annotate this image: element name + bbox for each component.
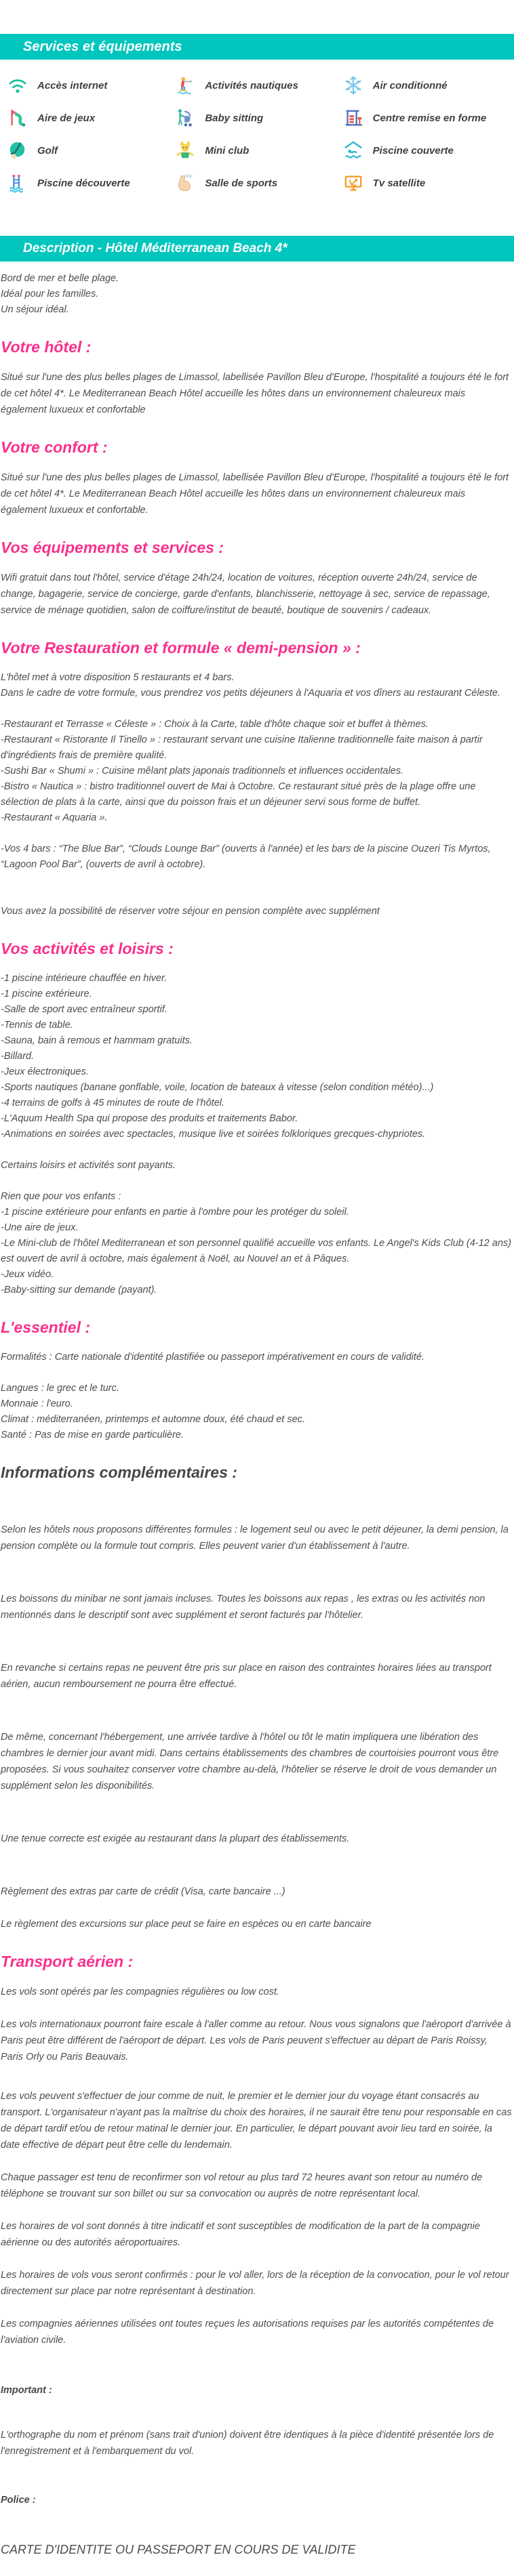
golf-icon-wrap [7, 140, 28, 161]
text-line: Monnaie : l'euro. [1, 1398, 73, 1409]
blank-line [1, 888, 512, 904]
fitness-equipment-icon [343, 108, 363, 128]
section-heading: Votre Restauration et formule « demi-pension » : [1, 639, 361, 657]
service-item [174, 134, 342, 167]
spacer [1, 2365, 512, 2382]
paragraph: Le règlement des excursions sur place peut se faire en espèces ou en carte bancaire [1, 1919, 372, 1930]
paragraph: Situé sur l'une des plus belles plages de Limassol, labellisée Pavillon Bleu d'Europe, l'hospitalité a toujours été le fort de cet hôtel 4*. Le Mediterranean Beach Hôtel accueille les hôtes dans un environnement chaleureux mais également luxueux et confortable. [1, 472, 509, 516]
text-line: -1 piscine intérieure chauffée en hiver. [1, 973, 167, 984]
service-label: Activités nautiques [205, 79, 298, 91]
section-heading: Vos activités et loisirs : [1, 940, 174, 957]
paragraph: Les vols peuvent s'effectuer de jour comme de nuit, le premier et le dernier jour du voyage étant consacrés au transport. L'organisateur n'ayant pas la maîtrise du choix des horaires, il ne saurait être tenu pour responsable en cas de départ tardif et/ou de retour matinal le dernier jour. En particulier, le départ pouvant avoir lieu tard en soirée, la date effective de départ peut être celle du lendemain. [1, 2091, 512, 2151]
blank-line [1, 873, 512, 888]
blank-line [1, 826, 512, 842]
spacer [1, 1571, 512, 1591]
playground-slide-icon [7, 108, 28, 128]
paragraph: Les compagnies aériennes utilisées ont toutes reçues les autorisations requises par les autorités compétentes de l'aviation civile. [1, 2319, 494, 2346]
text-line: Formalités : Carte nationale d'identité plastifiée ou passeport impérativement en cours de validité. [1, 1352, 424, 1363]
services-header-bar [0, 34, 514, 60]
spacer [1, 1810, 512, 1831]
fitness-icon-wrap [342, 107, 364, 129]
blank-line [1, 1142, 512, 1158]
outdoor-pool-icon-wrap [7, 172, 28, 194]
paragraph: Situé sur l'une des plus belles plages de Limassol, labellisée Pavillon Bleu d'Europe, l'hospitalité a toujours été le fort de cet hôtel 4*. Le Mediterranean Beach Hôtel accueille les hôtes dans un environnement chaleureux mais également luxueux et confortable [1, 372, 509, 415]
services-title: Services et équipements [23, 39, 182, 54]
paragraph: Les vols internationaux pourront faire escale à l'aller comme au retour. Nous vous signalons que l'aéroport d'arrivée à Paris peut être différent de l'aéroport de départ. Les vols de Paris peuvent s'effectuer au départ de Paris Roissy, Paris Orly ou Paris Beauvais. [1, 2019, 511, 2062]
text-line: -Bistro « Nautica » : bistro traditionnel ouvert de Mai à Octobre. Ce restaurant situé près de la plage offre une sélection de plats à la carte, ainsi que du poisson frais et un déjeuner servi sous forme de buffet. [1, 781, 476, 808]
text-line: -Le Mini-club de l'hôtel Mediterranean et son personnel qualifié accueille vos enfants. Le Angel's Kids Club (4-12 ans) est ouvert de avril à octobre, mais également à Noël, au Nouvel an et à Pâques. [1, 1238, 511, 1264]
text-line: -Vos 4 bars : “The Blue Bar”, “Clouds Lounge Bar” (ouverts à l'année) et les bars de la piscine Ouzeri Tis Myrtos, “Lagoon Pool Bar”, (ouverts de avril à octobre). [1, 844, 491, 870]
text-line: -Jeux vidéo. [1, 1269, 54, 1280]
text-line: Santé : Pas de mise en garde particulière. [1, 1430, 184, 1440]
spacer [1, 1495, 512, 1522]
text-line: Vous avez la possibilité de réserver votre séjour en pension complète avec supplément [1, 906, 380, 917]
muscle-icon-wrap [174, 172, 196, 194]
paragraph: De même, concernant l'hébergement, une arrivée tardive à l'hôtel ou tôt le matin impliquera une libération des chambres le dernier jour avant midi. Dans certains établissements des chambres de courtoisies pourront vous être proposées. Si vous souhaitez conserver votre chambre au-delà, l'hôtelier se réserve le droit de vous demander un supplément selon les disponibilités. [1, 1732, 499, 1791]
text-line: -1 piscine extérieure pour enfants en partie à l'ombre pour les protéger du soleil. [1, 1207, 349, 1218]
service-item [174, 167, 342, 199]
blank-line [1, 1365, 512, 1381]
text-line: -Restaurant et Terrasse « Céleste » : Choix à la Carte, table d'hôte chaque soir et buffet à thèmes. [1, 719, 429, 730]
text-line: -Billard. [1, 1051, 35, 1062]
paragraph: Règlement des extras par carte de crédit (Visa, carte bancaire ...) [1, 1886, 285, 1897]
indoor-pool-icon-wrap [342, 140, 364, 161]
description-header-bar [0, 236, 514, 262]
text-line: Langues : le grec et le turc. [1, 1383, 119, 1394]
text-line: -Une aire de jeux. [1, 1222, 79, 1233]
tv-satellite-icon-wrap [342, 172, 364, 194]
spacer [1, 1863, 512, 1884]
spacer [1, 1640, 512, 1660]
service-item [342, 69, 510, 102]
section-heading: Vos équipements et services : [1, 539, 224, 556]
section-heading: Transport aérien : [1, 1953, 134, 1970]
spacer [1, 1709, 512, 1729]
section-heading: Votre confort : [1, 438, 108, 456]
service-item [342, 134, 510, 167]
text-line: Idéal pour les familles. [1, 289, 99, 299]
service-item [342, 102, 510, 134]
services-grid [0, 60, 514, 206]
paragraph: En revanche si certains repas ne peuvent être pris sur place en raison des contraintes horaires liées au transport aérien, aucun remboursement ne pourra être effectué. [1, 1663, 492, 1690]
golf-icon [7, 140, 28, 161]
text-line: -Salle de sport avec entraîneur sportif. [1, 1004, 167, 1015]
service-label: Accès internet [37, 79, 108, 91]
text-line: -Restaurant « Aquaria ». [1, 812, 108, 823]
description-content [0, 262, 514, 2576]
service-label: Mini club [205, 144, 250, 157]
text-line: -Sushi Bar « Shumi » : Cuisine mêlant plats japonais traditionnels et influences occidentales. [1, 766, 404, 776]
spacer [1, 2415, 512, 2427]
paragraph: Important : [1, 2385, 52, 2396]
text-line: -4 terrains de golfs à 45 minutes de route de l'hôtel. [1, 1098, 225, 1108]
wifi-icon-wrap [7, 75, 28, 96]
text-line: L'hôtel met à votre disposition 5 restaurants et 4 bars. [1, 672, 235, 683]
text-line: Rien que pour vos enfants : [1, 1191, 121, 1202]
spacer [1, 2525, 512, 2541]
service-item [342, 167, 510, 199]
blank-line [1, 701, 512, 717]
paragraph: Une tenue correcte est exigée au restaurant dans la plupart des établissements. [1, 1833, 350, 1844]
playground-icon-wrap [7, 107, 28, 129]
wifi-icon [7, 75, 28, 96]
snowflake-icon [343, 75, 363, 96]
text-line: Certains loisirs et activités sont payants. [1, 1160, 176, 1171]
service-label: Tv satellite [372, 177, 426, 189]
spacer [1, 2081, 512, 2088]
text-line: Climat : méditerranéen, printemps et automne doux, été chaud et sec. [1, 1414, 305, 1425]
paragraph: Police : [1, 2495, 36, 2506]
paragraph: Les boissons du minibar ne sont jamais incluses. Toutes les boissons aux repas , les extras ou les activités non mentionnés dans le descriptif sont avec supplément et seront facturés par l'hôtelier. [1, 1594, 486, 1621]
indoor-pool-icon [343, 140, 363, 161]
text-line: -Restaurant « Ristorante Il Tinello » : restaurant servant une cuisine Italienne traditionnelle faite maison à partir d'ingrédients frais de première qualité. [1, 734, 483, 761]
mini-club-mascot-icon [175, 140, 195, 161]
paragraph: Chaque passager est tenu de reconfirmer son vol retour au plus tard 72 heures avant son retour au numéro de téléphone se trouvant sur son billet ou sur sa convocation ou auprès de notre représentant local. [1, 2172, 483, 2199]
spacer [1, 2476, 512, 2492]
service-label: Centre remise en forme [372, 112, 487, 124]
paragraph: Les vols sont opérés par les compagnies régulières ou low cost. [1, 1987, 280, 1997]
section-heading: Informations complémentaires : [1, 1463, 237, 1481]
text-line: -Jeux électroniques. [1, 1066, 89, 1077]
service-label: Air conditionné [372, 79, 448, 91]
service-label: Baby sitting [205, 112, 264, 124]
service-label: Golf [37, 144, 58, 157]
baby-stroller-icon [175, 108, 195, 128]
caps-notice: CARTE D'IDENTITE OU PASSEPORT EN COURS DE VALIDITE [1, 2543, 356, 2556]
section-heading: L'essentiel : [1, 1318, 91, 1336]
text-line: -1 piscine extérieure. [1, 989, 92, 999]
text-line: -Sports nautiques (banane gonflable, voile, location de bateaux à vitesse (selon condition météo)...) [1, 1082, 434, 1093]
section-heading: Votre hôtel : [1, 338, 92, 356]
service-item [7, 167, 174, 199]
blank-line [1, 1173, 512, 1189]
service-item [7, 69, 174, 102]
service-label: Piscine couverte [372, 144, 454, 157]
service-label: Piscine découverte [37, 177, 130, 189]
paragraph: Selon les hôtels nous proposons différentes formules : le logement seul ou avec le petit déjeuner, la demi pension, la pension complète ou la formule tout compris. Elles peuvent varier d'un établissement à l'autre. [1, 1524, 509, 1552]
text-line: -Animations en soirées avec spectacles, musique live et soirées folkloriques grecques-chypriotes. [1, 1129, 426, 1140]
service-item [7, 102, 174, 134]
text-line: -Sauna, bain à remous et hammam gratuits. [1, 1035, 193, 1046]
service-item [174, 102, 342, 134]
text-line: -Baby-sitting sur demande (payant). [1, 1285, 157, 1295]
flexed-arm-icon [175, 173, 195, 193]
service-item [7, 134, 174, 167]
service-label: Aire de jeux [37, 112, 96, 124]
stroller-icon-wrap [174, 107, 196, 129]
service-item [174, 69, 342, 102]
text-line: Un séjour idéal. [1, 304, 69, 315]
mascot-icon-wrap [174, 140, 196, 161]
snowflake-icon-wrap [342, 75, 364, 96]
outdoor-pool-ladder-icon [7, 173, 28, 193]
tv-satellite-icon [343, 173, 363, 193]
water-ski-icon-wrap [174, 75, 196, 96]
text-line: -Tennis de table. [1, 1020, 73, 1031]
paragraph: Wifi gratuit dans tout l'hôtel, service d'étage 24h/24, location de voitures, réception ouverte 24h/24, service de change, bagagerie, service de concierge, garde d'enfants, blanchisserie, nettoyage à sec, service de repassage, service de ménage quotidien, salon de coiffure/institut de beauté, boutique de souvenirs / cadeaux. [1, 573, 490, 616]
paragraph: Les horaires de vol sont donnés à titre indicatif et sont susceptibles de modification de la part de la compagnie aérienne ou des autorités aéroportuaires. [1, 2221, 480, 2248]
service-label: Salle de sports [205, 177, 278, 189]
paragraph: Les horaires de vols vous seront confirmés : pour le vol aller, lors de la réception de la convocation, pour le vol retour directement sur place par notre représentant à destination. [1, 2270, 509, 2297]
paragraph: L'orthographe du nom et prénom (sans trait d'union) doivent être identiques à la pièce d'identité présentée lors de l'enregistrement et à l'embarquement du vol. [1, 2430, 494, 2457]
page [0, 34, 514, 2576]
text-line: Dans le cadre de votre formule, vous prendrez vos petits déjeuners à l'Aquaria et vos dîners au restaurant Céleste. [1, 688, 501, 699]
text-line: Bord de mer et belle plage. [1, 273, 119, 284]
description-title: Description - Hôtel Méditerranean Beach 4* [23, 241, 288, 255]
text-line: -L'Aquum Health Spa qui propose des produits et traitements Babor. [1, 1113, 298, 1124]
water-ski-icon [175, 75, 195, 96]
